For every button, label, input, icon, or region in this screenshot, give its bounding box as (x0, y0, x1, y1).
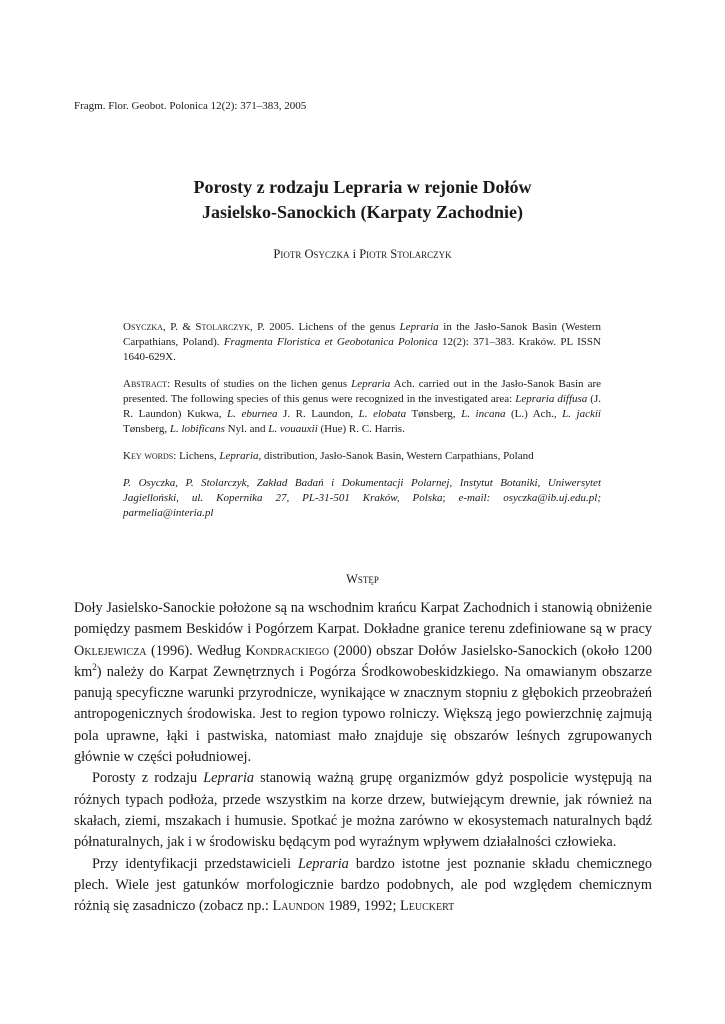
paragraph-2 (74, 768, 652, 853)
abstract-block (123, 320, 601, 533)
citation-journal: Fragmenta Floristica et Geobotanica Polonica (223, 336, 438, 348)
paragraph-text: Przy identyfikacji przedstawicieli (92, 855, 298, 872)
email-label: e-mail (458, 492, 487, 504)
species-name: Lepraria diffusa (515, 393, 588, 405)
journal-reference: Fragm. Flor. Geobot. Polonica 12(2): 371–383, 2005 (74, 100, 307, 112)
citation-genus: Lepraria (399, 321, 439, 333)
title-line-2: Jasielsko-Sanockich (Karpaty Zachodnie) (201, 202, 524, 222)
citation-authors: Osyczka, P. & Stolarczyk, P. (123, 321, 265, 333)
paragraph-text: stanowią ważną grupę organizmów gdyż pospolicie występują na różnych typach podłoża, przede wszystkim na korze drzew, butwiejącym drewnie, jak również na skałach, ziemi, mszakach i humusie. Spotkać je można zarówno w ekosystemach naturalnych bądź półnaturalnych, jak i w środowisku będącym pod wyraźnym wpływem działalności człowieka. (74, 770, 652, 851)
abstract-label: Abstract: (123, 378, 171, 390)
species-name: L. lobificans (169, 423, 225, 435)
paragraph-text: 1989, 1992; (324, 898, 401, 915)
citation-text: in the Jasło-Sanok Basin (Western Carpathians, Poland). (123, 321, 601, 348)
citation-author: Laundon (272, 898, 325, 915)
species-name: L. jackii (562, 408, 601, 420)
abstract-genus: Lepraria (351, 378, 391, 390)
species-authority: J. R. Laundon, (277, 408, 359, 420)
abstract-text: Ach. carried out in the Jasło-Sanok Basin are presented. The following species of this genus were recognized in the investigated area: (123, 378, 601, 405)
keywords-text: , distribution, Jasło-Sanok Basin, Western Carpathians, Poland (258, 450, 534, 462)
species-name: L. elobata (358, 408, 407, 420)
paragraph-text: Doły Jasielsko-Sanockie położone są na wschodnim krańcu Karpat Zachodnich i stanowią obniżenie pomiędzy pasmem Beskidów i Pogórzem Karpat. Dokładne granice terenu zdefiniowane są w pracy (74, 600, 652, 638)
genus-name: Lepraria (203, 770, 255, 787)
abstract (123, 377, 601, 437)
email-addresses: : osyczka@ib.uj.edu.pl; parmelia@interia.pl (123, 492, 601, 519)
species-authority: (Hue) R. C. Harris. (317, 423, 405, 435)
article-title (60, 175, 665, 225)
paragraph-text: Porosty z rodzaju (92, 770, 204, 787)
species-name: L. incana (461, 408, 506, 420)
citation (123, 320, 601, 365)
paragraph-text: ) należy do Karpat Zewnętrznych i Pogórza Środkowobeskidzkiego. Na omawianym obszarze panują specyficzne warunki przyrodnicze, wynikające w znacznym stopniu z głębokich przeobrażeń antropogenicznych środowiska. Jest to region typowo rolniczy. Większą jego powierzchnię zajmują pola uprawne, łąki i pastwiska, natomiast mało znajduje się obszarów leśnych zgrupowanych głównie w części południowej. (74, 663, 652, 766)
section-heading: Wstęp (346, 572, 379, 586)
keywords-text: Lichens, (176, 450, 220, 462)
author-connector: i (349, 247, 360, 261)
body-text (74, 598, 652, 917)
author-line (60, 246, 665, 262)
genus-name: Lepraria (297, 855, 349, 872)
citation-author: Oklejewicza (74, 642, 147, 659)
species-authority: Tønsberg, (406, 408, 462, 420)
affiliation (123, 476, 601, 521)
paragraph-1 (74, 598, 652, 768)
author-1: Piotr Osyczka (273, 247, 350, 261)
citation-text: 12(2): 371–383. Kraków. PL ISSN 1640-629X. (123, 336, 601, 363)
superscript: 2 (92, 662, 97, 673)
affiliation-separator: ; (442, 492, 459, 504)
paragraph-3 (74, 854, 652, 918)
keywords-label: Key words: (123, 450, 177, 462)
citation-author: Leuckert (400, 898, 455, 915)
paragraph-text: (1996). Według (146, 642, 246, 659)
citation-author: Kondrackiego (245, 642, 330, 659)
keywords-genus: Lepraria (219, 450, 259, 462)
species-authority: Tønsberg, (123, 423, 170, 435)
species-authority: (J. R. Laundon) Kukwa, (123, 393, 601, 420)
citation-text: 2005. Lichens of the genus (264, 321, 400, 333)
keywords (123, 449, 601, 464)
species-name: L. eburnea (227, 408, 278, 420)
species-authority: (L.) Ach., (505, 408, 563, 420)
species-name: L. vouauxii (268, 423, 318, 435)
species-authority: Nyl. and (224, 423, 269, 435)
abstract-text: Results of studies on the lichen genus (170, 378, 352, 390)
author-2: Piotr Stolarczyk (359, 247, 452, 261)
affiliation-text: P. Osyczka, P. Stolarczyk, Zakład Badań i Dokumentacji Polarnej, Instytut Botaniki, Uniwersytet Jagielloński, ul. Kopernika 27, PL-31-501 Kraków, Polska (123, 477, 601, 504)
title-line-1: Porosty z rodzaju Lepraria w rejonie Dołów (193, 177, 532, 197)
paragraph-text: (2000) obszar Dołów Jasielsko-Sanockich (około 1200 km (74, 642, 652, 680)
paragraph-text: bardzo istotne jest poznanie składu chemicznego plech. Wiele jest gatunków morfologicznie bardzo podobnych, ale pod względem chemicznym różnią się zasadniczo (zobacz np.: (74, 855, 653, 915)
